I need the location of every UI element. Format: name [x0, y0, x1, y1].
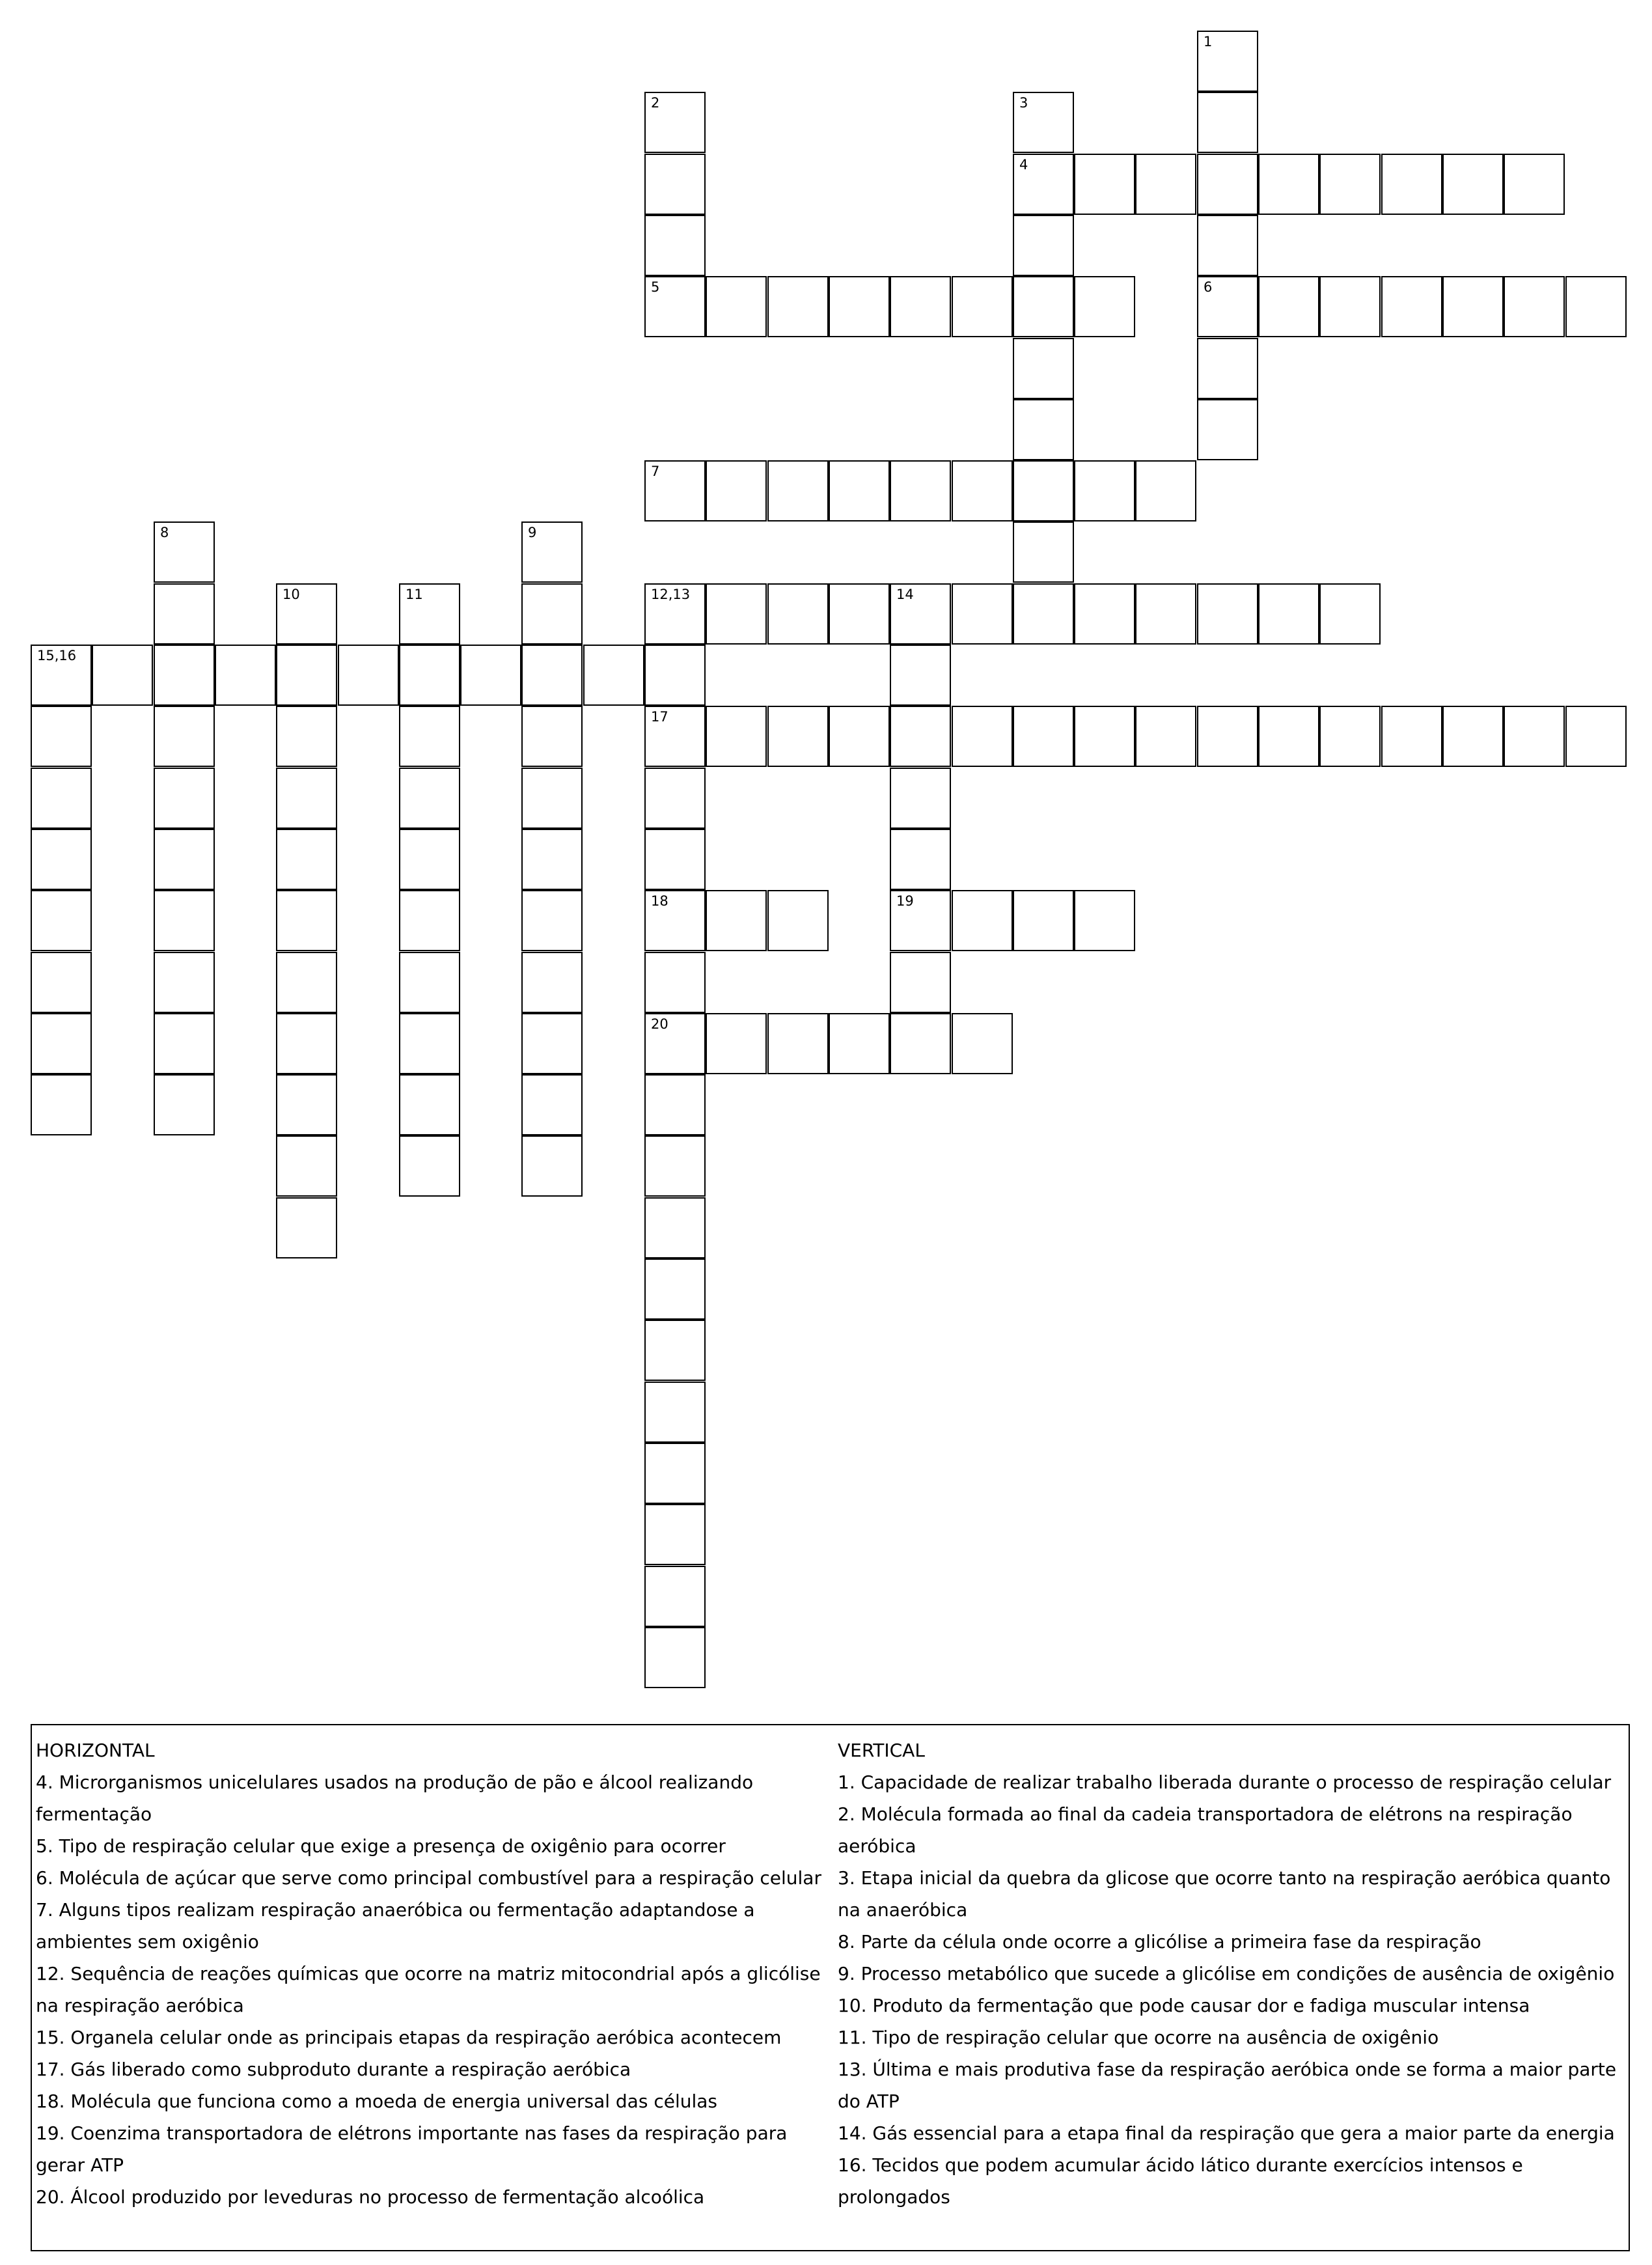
- grid-cell[interactable]: [1319, 154, 1381, 215]
- grid-cell[interactable]: [952, 890, 1013, 951]
- clue-v-8: 8. Parte da célula onde ocorre a glicólise a primeira fase da respiração: [838, 1931, 1481, 1952]
- grid-cell[interactable]: [31, 952, 92, 1013]
- clue-number: 10: [282, 587, 300, 602]
- grid-cell[interactable]: [31, 829, 92, 890]
- grid-cell[interactable]: [154, 583, 215, 645]
- grid-cell[interactable]: [767, 276, 829, 337]
- grid-cell[interactable]: [706, 460, 767, 521]
- grid-cell[interactable]: [1258, 706, 1319, 767]
- grid-cell[interactable]: [1258, 154, 1319, 215]
- grid-cell[interactable]: [521, 1135, 583, 1197]
- grid-cell[interactable]: [276, 1013, 337, 1074]
- grid-cell[interactable]: [521, 645, 583, 706]
- grid-cell[interactable]: [706, 276, 767, 337]
- grid-cell[interactable]: [1013, 338, 1074, 399]
- grid-cell[interactable]: [1442, 154, 1504, 215]
- grid-cell[interactable]: [154, 768, 215, 829]
- clue-number: 3: [1019, 95, 1028, 111]
- clue-number: 1: [1204, 34, 1213, 49]
- grid-cell[interactable]: [1013, 521, 1074, 583]
- clue-h-19: 19. Coenzima transportadora de elétrons importante nas fases da respiração para gerar ATP: [36, 2122, 788, 2176]
- clue-number: 18: [651, 893, 668, 909]
- grid-cell[interactable]: [767, 583, 829, 645]
- grid-cell[interactable]: [399, 583, 460, 645]
- clue-number: 8: [160, 525, 169, 540]
- grid-cell[interactable]: [706, 583, 767, 645]
- grid-cell[interactable]: [1442, 276, 1504, 337]
- grid-cell[interactable]: [644, 890, 706, 951]
- grid-cell[interactable]: [1135, 154, 1196, 215]
- clue-number: 2: [651, 95, 660, 111]
- grid-cell[interactable]: [1319, 276, 1381, 337]
- grid-cell[interactable]: [890, 645, 951, 706]
- grid-cell[interactable]: [890, 276, 951, 337]
- clue-number: 7: [651, 464, 660, 479]
- grid-cell[interactable]: [521, 706, 583, 767]
- grid-cell[interactable]: [829, 1013, 890, 1074]
- grid-cell[interactable]: [767, 1013, 829, 1074]
- grid-cell[interactable]: [644, 706, 706, 767]
- clue-v-13: 13. Última e mais produtiva fase da respiração aeróbica onde se forma a maior parte do ATP: [838, 2059, 1617, 2112]
- grid-cell[interactable]: [276, 829, 337, 890]
- grid-cell[interactable]: [644, 1504, 706, 1565]
- grid-cell[interactable]: [1135, 706, 1196, 767]
- grid-cell[interactable]: [829, 706, 890, 767]
- grid-cell[interactable]: [1013, 460, 1074, 521]
- grid-cell[interactable]: [154, 521, 215, 583]
- grid-cell[interactable]: [1504, 154, 1565, 215]
- grid-cell[interactable]: [644, 952, 706, 1013]
- grid-cell[interactable]: [952, 276, 1013, 337]
- grid-cell[interactable]: [1197, 92, 1258, 153]
- grid-cell[interactable]: [1381, 276, 1442, 337]
- grid-cell[interactable]: [1197, 276, 1258, 337]
- clue-number: 14: [896, 587, 914, 602]
- grid-cell[interactable]: [952, 460, 1013, 521]
- grid-cell[interactable]: [1565, 706, 1627, 767]
- grid-cell[interactable]: [521, 583, 583, 645]
- grid-cell[interactable]: [1565, 276, 1627, 337]
- grid-cell[interactable]: [1135, 583, 1196, 645]
- grid-cell[interactable]: [276, 706, 337, 767]
- grid-cell[interactable]: [644, 1320, 706, 1381]
- grid-cell[interactable]: [1013, 706, 1074, 767]
- grid-cell[interactable]: [890, 583, 951, 645]
- grid-cell[interactable]: [31, 1074, 92, 1135]
- clue-v-10: 10. Produto da fermentação que pode causar dor e fadiga muscular intensa: [838, 1995, 1530, 2016]
- grid-cell[interactable]: [644, 1443, 706, 1504]
- grid-cell[interactable]: [890, 1013, 951, 1074]
- grid-cell[interactable]: [952, 706, 1013, 767]
- clue-h-4: 4. Microrganismos unicelulares usados na produção de pão e álcool realizando fermentação: [36, 1772, 754, 1825]
- grid-cell[interactable]: [706, 1013, 767, 1074]
- grid-cell[interactable]: [1258, 583, 1319, 645]
- grid-cell[interactable]: [1197, 215, 1258, 276]
- grid-cell[interactable]: [1258, 276, 1319, 337]
- clue-number: 9: [528, 525, 537, 540]
- grid-cell[interactable]: [583, 645, 644, 706]
- grid-cell[interactable]: [890, 952, 951, 1013]
- grid-cell[interactable]: [1135, 460, 1196, 521]
- grid-cell[interactable]: [767, 460, 829, 521]
- grid-cell[interactable]: [521, 1013, 583, 1074]
- clue-h-20: 20. Álcool produzido por leveduras no processo de fermentação alcoólica: [36, 2186, 705, 2208]
- horizontal-heading: HORIZONTAL: [36, 1740, 155, 1761]
- grid-cell[interactable]: [521, 1074, 583, 1135]
- grid-cell[interactable]: [31, 1013, 92, 1074]
- grid-cell[interactable]: [644, 1135, 706, 1197]
- grid-cell[interactable]: [1504, 706, 1565, 767]
- grid-cell[interactable]: [829, 583, 890, 645]
- clue-v-11: 11. Tipo de respiração celular que ocorre na ausência de oxigênio: [838, 2027, 1439, 2048]
- grid-cell[interactable]: [399, 645, 460, 706]
- grid-cell[interactable]: [154, 645, 215, 706]
- grid-cell[interactable]: [521, 768, 583, 829]
- grid-cell[interactable]: [644, 1382, 706, 1443]
- grid-cell[interactable]: [706, 890, 767, 951]
- grid-cell[interactable]: [521, 952, 583, 1013]
- grid-cell[interactable]: [890, 706, 951, 767]
- vertical-clues: [838, 1734, 1622, 2213]
- grid-cell[interactable]: [767, 706, 829, 767]
- grid-cell[interactable]: [1074, 154, 1135, 215]
- clue-v-1: 1. Capacidade de realizar trabalho liberada durante o processo de respiração celular: [838, 1772, 1612, 1793]
- clue-v-14: 14. Gás essencial para a etapa final da respiração que gera a maior parte da energia: [838, 2122, 1615, 2144]
- clue-number: 17: [651, 709, 668, 725]
- clue-number: 12,13: [651, 587, 691, 602]
- grid-cell[interactable]: [399, 1074, 460, 1135]
- clue-h-5: 5. Tipo de respiração celular que exige a presença de oxigênio para ocorrer: [36, 1835, 726, 1857]
- grid-cell[interactable]: [644, 645, 706, 706]
- grid-cell[interactable]: [1013, 583, 1074, 645]
- grid-cell[interactable]: [276, 952, 337, 1013]
- grid-cell[interactable]: [644, 1197, 706, 1258]
- grid-cell[interactable]: [154, 1074, 215, 1135]
- grid-cell[interactable]: [215, 645, 276, 706]
- grid-cell[interactable]: [644, 1258, 706, 1320]
- clue-number: 4: [1019, 157, 1028, 173]
- grid-cell[interactable]: [644, 1074, 706, 1135]
- grid-cell[interactable]: [1381, 706, 1442, 767]
- grid-cell[interactable]: [1319, 583, 1381, 645]
- grid-cell[interactable]: [890, 829, 951, 890]
- clue-number: 15,16: [37, 648, 77, 663]
- grid-cell[interactable]: [1381, 154, 1442, 215]
- vertical-heading: VERTICAL: [838, 1740, 925, 1761]
- clue-number: 11: [406, 587, 423, 602]
- clue-v-2: 2. Molécula formada ao final da cadeia transportadora de elétrons na respiração aeróbica: [838, 1803, 1573, 1857]
- grid-cell[interactable]: [1197, 31, 1258, 92]
- grid-cell[interactable]: [890, 460, 951, 521]
- grid-cell[interactable]: [154, 890, 215, 951]
- clue-v-3: 3. Etapa inicial da quebra da glicose que ocorre tanto na respiração aeróbica quanto na anaeróbica: [838, 1867, 1611, 1921]
- grid-cell[interactable]: [1074, 890, 1135, 951]
- grid-cell[interactable]: [399, 1135, 460, 1197]
- grid-cell[interactable]: [460, 645, 521, 706]
- grid-cell[interactable]: [1074, 583, 1135, 645]
- grid-cell[interactable]: [1013, 215, 1074, 276]
- grid-cell[interactable]: [1013, 154, 1074, 215]
- grid-cell[interactable]: [276, 1135, 337, 1197]
- grid-cell[interactable]: [276, 1074, 337, 1135]
- grid-cell[interactable]: [31, 645, 92, 706]
- grid-cell[interactable]: [92, 645, 153, 706]
- clue-number: 20: [651, 1016, 668, 1032]
- clue-h-15: 15. Organela celular onde as principais etapas da respiração aeróbica acontecem: [36, 2027, 782, 2048]
- grid-cell[interactable]: [1197, 399, 1258, 460]
- grid-cell[interactable]: [644, 1013, 706, 1074]
- grid-cell[interactable]: [644, 768, 706, 829]
- grid-cell[interactable]: [399, 829, 460, 890]
- grid-cell[interactable]: [1504, 276, 1565, 337]
- grid-cell[interactable]: [154, 706, 215, 767]
- clue-h-7: 7. Alguns tipos realizam respiração anaeróbica ou fermentação adaptandose a ambientes sem oxigênio: [36, 1899, 755, 1952]
- grid-cell[interactable]: [31, 890, 92, 951]
- grid-cell[interactable]: [154, 829, 215, 890]
- grid-cell[interactable]: [399, 768, 460, 829]
- clue-v-16: 16. Tecidos que podem acumular ácido lático durante exercícios intensos e prolongados: [838, 2154, 1523, 2208]
- grid-cell[interactable]: [1013, 890, 1074, 951]
- grid-cell[interactable]: [1197, 583, 1258, 645]
- grid-cell[interactable]: [890, 768, 951, 829]
- grid-cell[interactable]: [1442, 706, 1504, 767]
- clue-h-6: 6. Molécula de açúcar que serve como principal combustível para a respiração celular: [36, 1867, 821, 1889]
- grid-cell[interactable]: [644, 92, 706, 153]
- grid-cell[interactable]: [644, 1627, 706, 1688]
- clue-h-12: 12. Sequência de reações químicas que ocorre na matriz mitocondrial após a glicólise na respiração aeróbica: [36, 1963, 821, 2016]
- grid-cell[interactable]: [399, 1013, 460, 1074]
- grid-cell[interactable]: [154, 952, 215, 1013]
- clue-v-9: 9. Processo metabólico que sucede a glicólise em condições de ausência de oxigênio: [838, 1963, 1615, 1984]
- grid-cell[interactable]: [1074, 706, 1135, 767]
- grid-cell[interactable]: [952, 583, 1013, 645]
- grid-cell[interactable]: [1074, 276, 1135, 337]
- grid-cell[interactable]: [276, 645, 337, 706]
- clue-h-17: 17. Gás liberado como subproduto durante a respiração aeróbica: [36, 2059, 631, 2080]
- clue-number: 6: [1204, 279, 1213, 295]
- grid-cell[interactable]: [644, 276, 706, 337]
- clues-box: [31, 1724, 1630, 2251]
- grid-cell[interactable]: [399, 952, 460, 1013]
- grid-cell[interactable]: [829, 276, 890, 337]
- grid-cell[interactable]: [399, 706, 460, 767]
- grid-cell[interactable]: [890, 890, 951, 951]
- grid-cell[interactable]: [644, 1566, 706, 1627]
- grid-cell[interactable]: [952, 1013, 1013, 1074]
- grid-cell[interactable]: [1013, 399, 1074, 460]
- grid-cell[interactable]: [644, 583, 706, 645]
- clue-h-18: 18. Molécula que funciona como a moeda de energia universal das células: [36, 2091, 717, 2112]
- grid-cell[interactable]: [521, 829, 583, 890]
- grid-cell[interactable]: [521, 890, 583, 951]
- grid-cell[interactable]: [1197, 338, 1258, 399]
- grid-cell[interactable]: [1197, 706, 1258, 767]
- grid-cell[interactable]: [276, 583, 337, 645]
- grid-cell[interactable]: [276, 768, 337, 829]
- grid-cell[interactable]: [644, 154, 706, 215]
- grid-cell[interactable]: [154, 1013, 215, 1074]
- grid-cell[interactable]: [644, 460, 706, 521]
- grid-cell[interactable]: [521, 521, 583, 583]
- grid-cell[interactable]: [31, 768, 92, 829]
- grid-cell[interactable]: [31, 706, 92, 767]
- grid-cell[interactable]: [767, 890, 829, 951]
- grid-cell[interactable]: [1013, 92, 1074, 153]
- clue-number: 5: [651, 279, 660, 295]
- clue-number: 19: [896, 893, 914, 909]
- grid-cell[interactable]: [276, 890, 337, 951]
- grid-cell[interactable]: [399, 890, 460, 951]
- grid-cell[interactable]: [1013, 276, 1074, 337]
- grid-cell[interactable]: [276, 1197, 337, 1258]
- grid-cell[interactable]: [1197, 154, 1258, 215]
- grid-cell[interactable]: [644, 829, 706, 890]
- grid-cell[interactable]: [829, 460, 890, 521]
- grid-cell[interactable]: [1319, 706, 1381, 767]
- grid-cell[interactable]: [706, 706, 767, 767]
- grid-cell[interactable]: [338, 645, 399, 706]
- grid-cell[interactable]: [1074, 460, 1135, 521]
- grid-cell[interactable]: [644, 215, 706, 276]
- horizontal-clues: [36, 1734, 835, 2213]
